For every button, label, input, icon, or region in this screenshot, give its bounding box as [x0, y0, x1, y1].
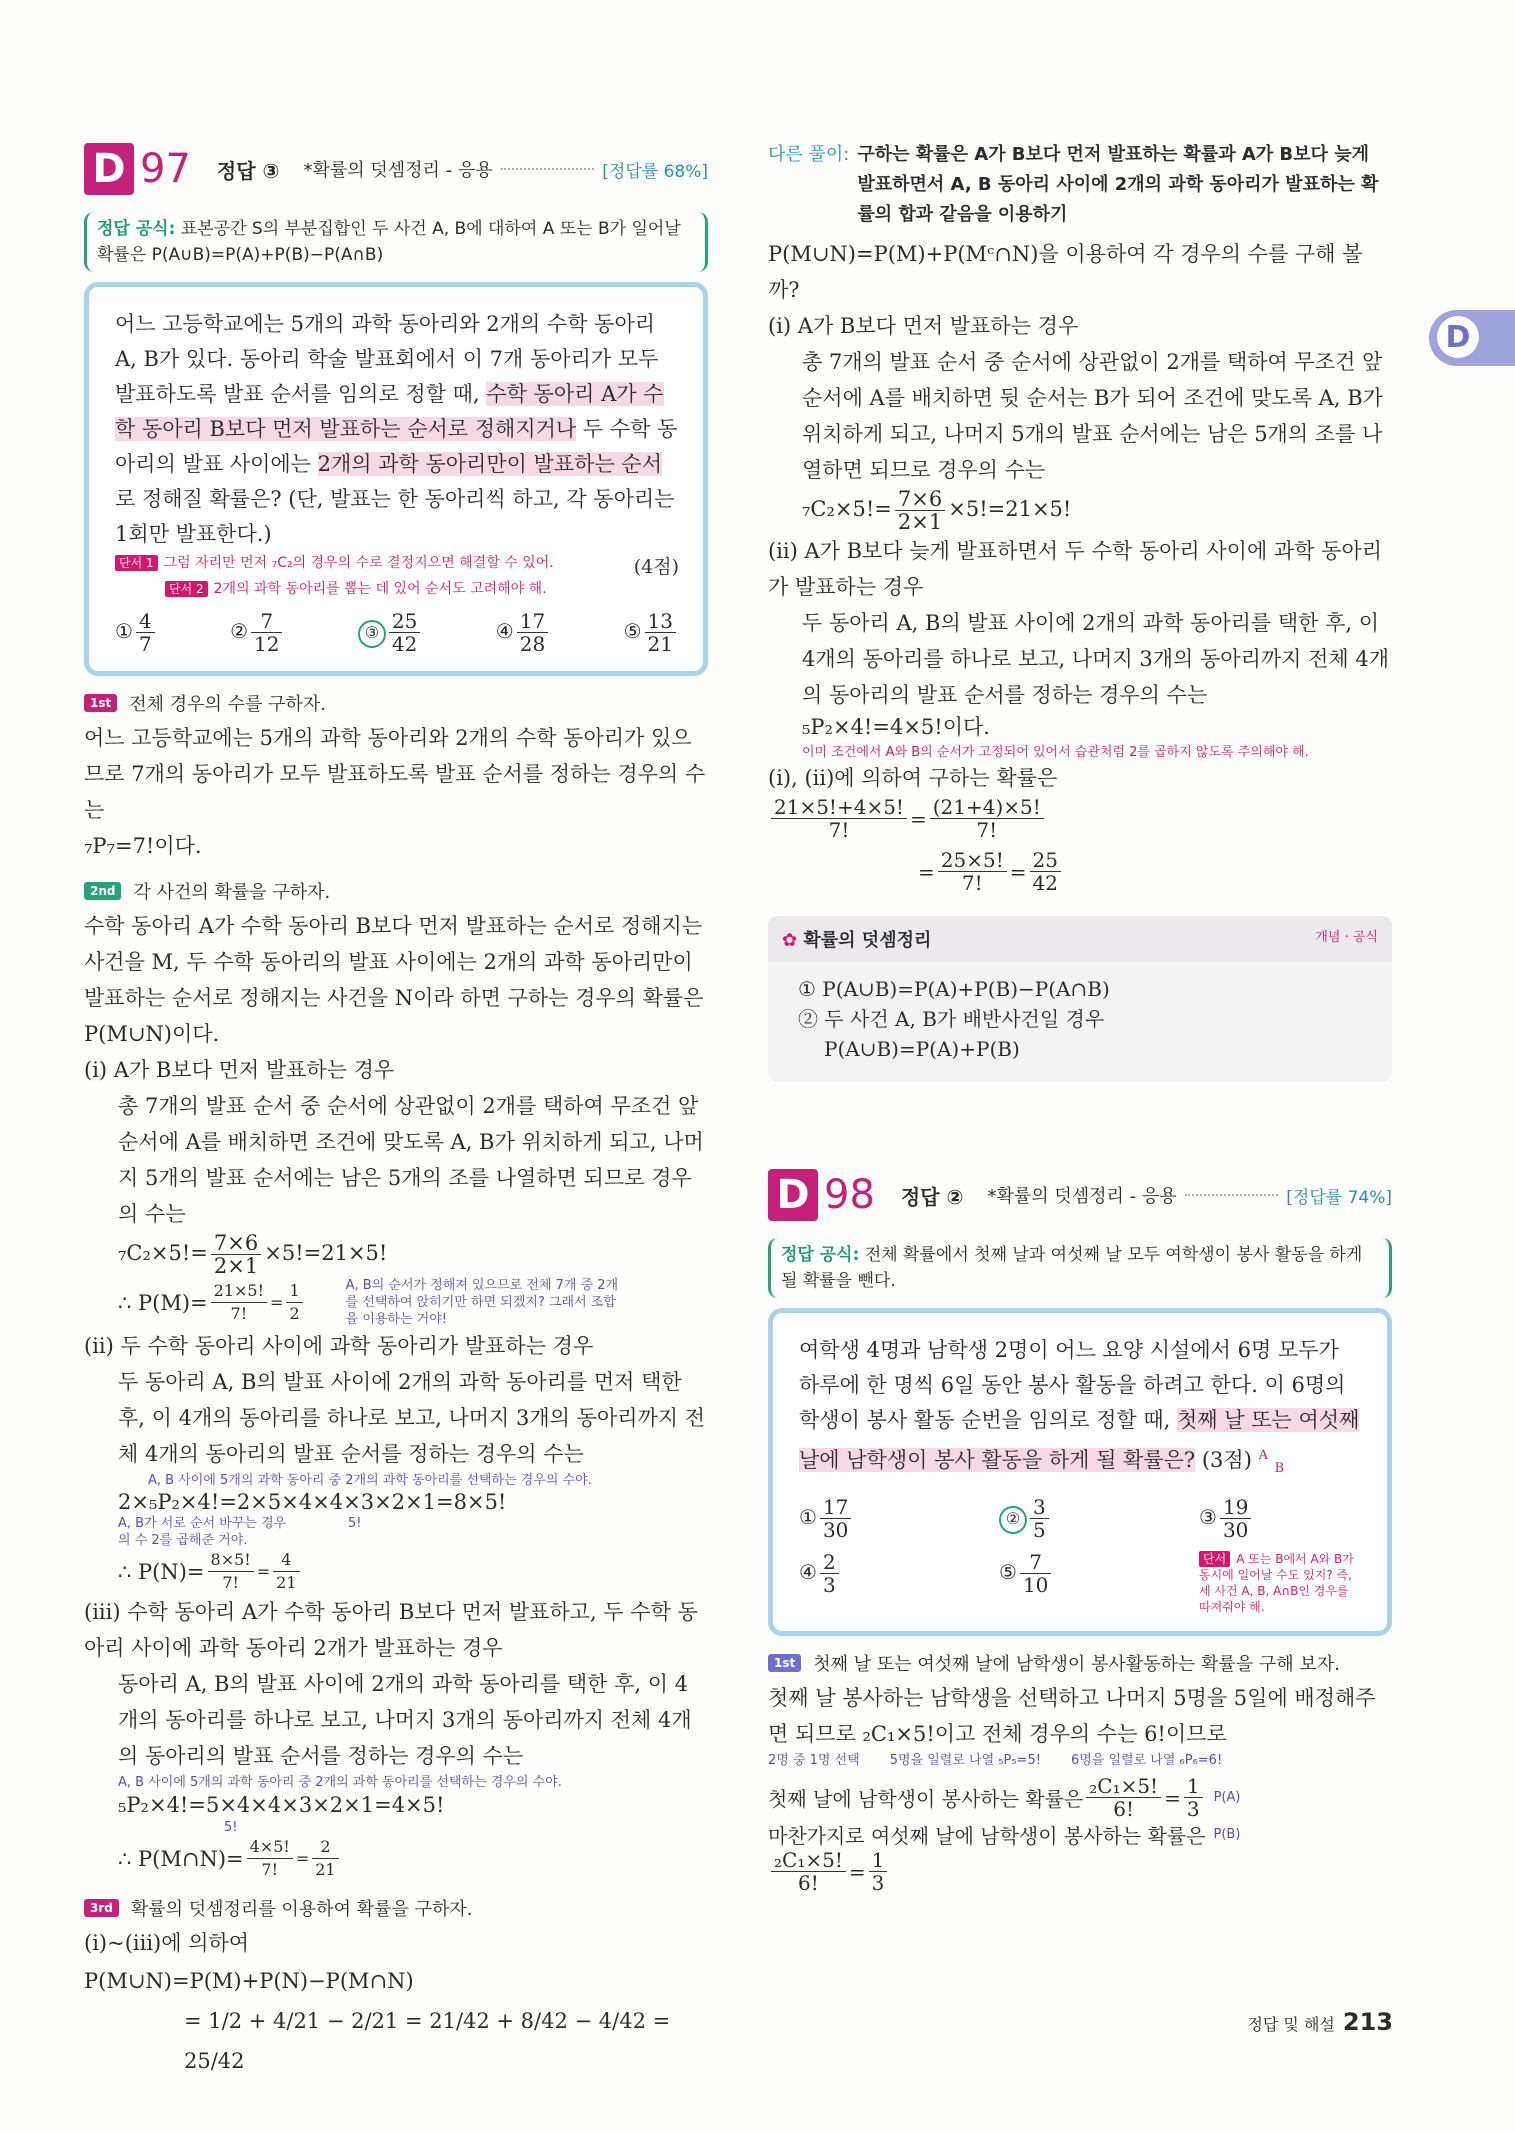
- choice-3[interactable]: ③ $\frac{19}{30}$: [1199, 1496, 1359, 1541]
- hint: 단서 A 또는 B에서 A와 B가 동시에 일어날 수도 있지? 즉, 세 사건 A, B, A∩B인 경우를 따져줘야 해.: [1199, 1552, 1354, 1615]
- case-2-annot-1: A, B 사이에 5개의 과학 동아리 중 2개의 과학 동아리를 선택하는 경우의 수야.: [148, 1473, 592, 1488]
- step-1-eq-2: 마찬가지로 여섯째 날에 남학생이 봉사하는 확률은 P(B): [768, 1824, 1241, 1849]
- answer-label: 정답 ②: [900, 1184, 964, 1209]
- question-text: 여학생 4명과 남학생 2명이 어느 요양 시설에서 6명 모두가 하루에 한 명씩 6일 동안 봉사 활동을 하려고 한다. 이 6명의 학생이 봉사 활동 순번을 임의로 정할 때, 첫째 날 또는 여섯째 날에 남학생이 봉사 활동을 하게 될 확률은? (3점) $^A$ $_B$: [799, 1338, 1360, 1477]
- problem-number: 97: [140, 146, 191, 192]
- flower-icon: ✿: [782, 930, 798, 951]
- alt-case-2-note: 이미 조건에서 A와 B의 순서가 고정되어 있어서 습관처럼 2를 곱하지 않도록 주의해야 해.: [802, 745, 1309, 760]
- case-2-prob: ∴ P(N)= $\frac{8\times 5!}{7!}$ = $\frac{4}{21}$: [84, 1549, 708, 1594]
- step-1-annots: 2명 중 1명 선택 5명을 일렬로 나열 ₅P₅=5! 6명을 일렬로 나열 ₆P₆=6!: [768, 1753, 1223, 1769]
- question-box: [84, 282, 708, 676]
- answer-formula: 정답 공식: 전체 확률에서 첫째 날과 여섯째 날 모두 여학생이 봉사 활동을 하게 될 확률을 뺀다.: [768, 1238, 1392, 1298]
- alt-text: 구하는 확률은 A가 B보다 먼저 발표하는 확률과 A가 B보다 늦게 발표하면서 A, B 동아리 사이에 2개의 과학 동아리가 발표하는 확률의 합과 같음을 이용하기: [857, 144, 1379, 225]
- step-3-eq-1: P(M∪N)=P(M)+P(N)−P(M∩N): [84, 1969, 414, 1993]
- step-1-eq-1: 첫째 날에 남학생이 봉사하는 확률은 $\frac{\text{₂C₁×5!}}{6!}$ = $\frac{1}{3}$ P(A): [768, 1774, 1241, 1822]
- step-3-text: (i)~(iii)에 의하여: [84, 1931, 250, 1955]
- alt-combine-eq-2: = $\frac{25\times 5!}{7!}$ = $\frac{25}{42}$: [768, 849, 1392, 894]
- case-3-title: (iii) 수학 동아리 A가 수학 동아리 B보다 먼저 발표하고, 두 수학 동아리 사이에 과학 동아리 2개가 발표하는 경우: [84, 1600, 698, 1660]
- left-column: [84, 140, 708, 2081]
- divider-dots: [1185, 1194, 1279, 1196]
- step-2nd: 2nd 각 사건의 확률을 구하자.: [84, 878, 708, 904]
- topic-label: *확률의 덧셈정리 - 응용: [303, 160, 493, 181]
- alt-case-1-title: (i) A가 B보다 먼저 발표하는 경우: [768, 314, 1079, 338]
- choice-5[interactable]: ⑤ $\frac{13}{21}$: [624, 610, 679, 655]
- hint-1: 단서 1 그럼 자리만 먼저 ₇C₂의 경우의 수로 결정지으면 해결할 수 있어. (4점): [115, 552, 679, 572]
- answer-formula: 정답 공식: 표본공간 S의 부분집합인 두 사건 A, B에 대하여 A 또는 B가 일어날 확률은 P(A∪B)=P(A)+P(B)−P(A∩B): [84, 212, 708, 272]
- page-number: 213: [1342, 2008, 1393, 2036]
- answer-choices: [115, 610, 679, 655]
- step-3-eq-2: = 1/2 + 4/21 − 2/21 = 21/42 + 8/42 − 4/42 = 25/42: [184, 2009, 671, 2073]
- step-1-text: 어느 고등학교에는 5개의 과학 동아리와 2개의 수학 동아리가 있으므로 7개의 동아리가 모두 발표하도록 발표 순서를 정하는 경우의 수는: [84, 726, 706, 822]
- question-box: [768, 1308, 1392, 1636]
- d97-header: [84, 140, 708, 198]
- problem-badge: D: [768, 1169, 818, 1221]
- step-1-eq: ₇P₇=7!이다.: [84, 834, 202, 858]
- section-tab: D: [1429, 310, 1515, 366]
- alt-case-2-text: 두 동아리 A, B의 발표 사이에 2개의 과학 동아리를 택한 후, 이 4개의 동아리를 하나로 보고, 나머지 3개의 동아리까지 전체 4개의 동아리의 발표 순서를 정하는 경우의 수는: [802, 611, 1390, 707]
- concept-box: ✿ 확률의 덧셈정리 개념 · 공식 ① P(A∪B)=P(A)+P(B)−P(A∩B) ② 두 사건 A, B가 배반사건일 경우 P(A∪B)=P(A)+P(B): [768, 916, 1392, 1082]
- step-1-text: 첫째 날 봉사하는 남학생을 선택하고 나머지 5명을 5일에 배정해주면 되므로 ₂C₁×5!이고 전체 경우의 수는 6!이므로: [768, 1686, 1376, 1747]
- case-2-eq: 2×₅P₂×4!=2×5×4×4×3×2×1=8×5!: [118, 1490, 507, 1514]
- right-column: [768, 140, 1392, 1894]
- alt-case-2-title: (ii) A가 B보다 늦게 발표하면서 두 수학 동아리 사이에 과학 동아리가 발표하는 경우: [768, 539, 1383, 599]
- problem-badge: D: [84, 143, 134, 195]
- alternative-solution: [768, 140, 1392, 230]
- answer-choices: [799, 1496, 1363, 1615]
- case-1-eq: ₇C₂×5!= $\frac{7\times 6}{2\times 1}$ ×5!=21×5!: [118, 1231, 388, 1278]
- correct-mark-icon: ③: [358, 620, 386, 648]
- d98-header: [768, 1166, 1392, 1224]
- case-3-prob: ∴ P(M∩N)= $\frac{4\times 5!}{7!}$ = $\frac{2}{21}$: [84, 1836, 708, 1881]
- correct-mark-icon: ②: [999, 1506, 1027, 1534]
- correct-rate: [정답률 74%]: [1286, 1187, 1392, 1208]
- alt-case-2-eq: ₅P₂×4!=4×5!이다.: [802, 715, 990, 739]
- choice-4[interactable]: ④ $\frac{2}{3}$: [799, 1551, 999, 1615]
- case-1-title: (i) A가 B보다 먼저 발표하는 경우: [84, 1058, 395, 1082]
- case-3-eq: ₅P₂×4!=5×4×4×3×2×1=4×5!: [118, 1793, 445, 1817]
- step-3rd: 3rd 확률의 덧셈정리를 이용하여 확률을 구하자.: [84, 1895, 708, 1921]
- step-1st: 1st 첫째 날 또는 여섯째 날에 남학생이 봉사활동하는 확률을 구해 보자.: [768, 1650, 1392, 1676]
- case-3-annot-1: A, B 사이에 5개의 과학 동아리 중 2개의 과학 동아리를 선택하는 경우의 수야.: [118, 1775, 562, 1790]
- step-1st: 1st 전체 경우의 수를 구하자.: [84, 690, 708, 716]
- choice-1[interactable]: ① $\frac{17}{30}$: [799, 1496, 999, 1541]
- page-footer: 정답 및 해설 213: [1247, 2008, 1393, 2036]
- choice-1[interactable]: ① $\frac{4}{7}$: [115, 610, 158, 655]
- case-1-note: A, B의 순서가 정해져 있으므로 전체 7개 중 2개를 선택하여 앉히기만 하면 되겠지? 그래서 조합을 이용하는 거야!: [345, 1278, 619, 1327]
- case-2-annot-2: A, B가 서로 순서 바꾸는 경우의 수 2를 곱해준 거야. 5!: [118, 1516, 362, 1548]
- choice-2[interactable]: ② $\frac{3}{5}$: [999, 1496, 1199, 1541]
- case-1-prob: ∴ P(M)= $\frac{21\times 5!}{7!}$ = $\frac{1}{2}$ A, B의 순서가 정해져 있으므로 전체 7개 중 2개를 선택하여 앉히기만 하면 되겠지? 그래서 조합을 이용하는 거야!: [84, 1277, 708, 1328]
- case-1-text: 총 7개의 발표 순서 중 순서에 상관없이 2개를 택하여 무조건 앞 순서에 A를 배치하면 조건에 맞도록 A, B가 위치하게 되고, 나머지 5개의 발표 순서에는 남은 5개의 조를 나열하면 되므로 경우의 수는: [118, 1094, 704, 1226]
- choice-2[interactable]: ② $\frac{7}{12}$: [230, 610, 285, 655]
- choice-4[interactable]: ④ $\frac{17}{28}$: [496, 610, 551, 655]
- hint-2: 단서 2 2개의 과학 동아리를 뽑는 데 있어 순서도 고려해야 해.: [115, 578, 679, 598]
- case-3-annot-2: 5!: [224, 1820, 238, 1835]
- step-1-eq-3: $\frac{\text{₂C₁×5!}}{6!}$ = $\frac{1}{3}$: [768, 1849, 1392, 1894]
- alt-combine-eq-1: $\frac{21\times 5!+4\times 5!}{7!}$ = $\frac{(21+4)\times 5!}{7!}$: [768, 796, 1392, 841]
- step-2-text: 수학 동아리 A가 수학 동아리 B보다 먼저 발표하는 순서로 정해지는 사건을 M, 두 수학 동아리의 발표 사이에는 2개의 과학 동아리만이 발표하는 순서로 정해지는 사건을 N이라 하면 구하는 경우의 확률은 P(M∪N)이다.: [84, 914, 704, 1046]
- topic-label: *확률의 덧셈정리 - 응용: [987, 1186, 1177, 1207]
- choice-5[interactable]: ⑤ $\frac{7}{10}$: [999, 1551, 1199, 1615]
- answer-label: 정답 ③: [216, 158, 280, 183]
- case-3-text: 동아리 A, B의 발표 사이에 2개의 과학 동아리를 택한 후, 이 4개의 동아리를 하나로 보고, 나머지 3개의 동아리까지 전체 4개의 동아리의 발표 순서를 정하는 경우의 수는: [118, 1672, 692, 1768]
- divider-dots: [501, 168, 595, 170]
- alt-case-1-text: 총 7개의 발표 순서 중 순서에 상관없이 2개를 택하여 무조건 앞 순서에 A를 배치하면 뒷 순서는 B가 되어 조건에 맞도록 A, B가 위치하게 되고, 나머지 5개의 발표 순서에는 남은 5개의 조를 나열하면 되므로 경우의 수는: [802, 350, 1383, 482]
- alt-combine-text: (i), (ii)에 의하여 구하는 확률은: [768, 766, 1058, 790]
- case-2-title: (ii) 두 수학 동아리 사이에 과학 동아리가 발표하는 경우: [84, 1334, 594, 1358]
- alt-label: 다른 풀이:: [768, 144, 850, 165]
- question-text: 어느 고등학교에는 5개의 과학 동아리와 2개의 수학 동아리 A, B가 있다. 동아리 학술 발표회에서 이 7개 동아리가 모두 발표하도록 발표 순서를 임의로 정할 때, 수학 동아리 A가 수학 동아리 B보다 먼저 발표하는 순서로 정해지거나 두 수학 동아리의 발표 사이에는 2개의 과학 동아리만이 발표하는 순서로 정해질 확률은? (단, 발표는 한 동아리씩 하고, 각 동아리는 1회만 발표한다.): [115, 312, 678, 546]
- alt-eq: P(M∪N)=P(M)+P(Mᶜ∩N)을 이용하여 각 경우의 수를 구해 볼까?: [768, 242, 1363, 302]
- case-2-text: 두 동아리 A, B의 발표 사이에 2개의 과학 동아리를 먼저 택한 후, 이 4개의 동아리를 하나로 보고, 나머지 3개의 동아리까지 전체 4개의 동아리의 발표 순서를 정하는 경우의 수는: [118, 1370, 706, 1466]
- alt-case-1-eq: ₇C₂×5!= $\frac{7\times 6}{2\times 1}$ ×5!=21×5!: [802, 487, 1072, 534]
- problem-number: 98: [824, 1172, 875, 1218]
- choice-3[interactable]: ③ $\frac{25}{42}$: [358, 610, 423, 655]
- correct-rate: [정답률 68%]: [602, 161, 708, 182]
